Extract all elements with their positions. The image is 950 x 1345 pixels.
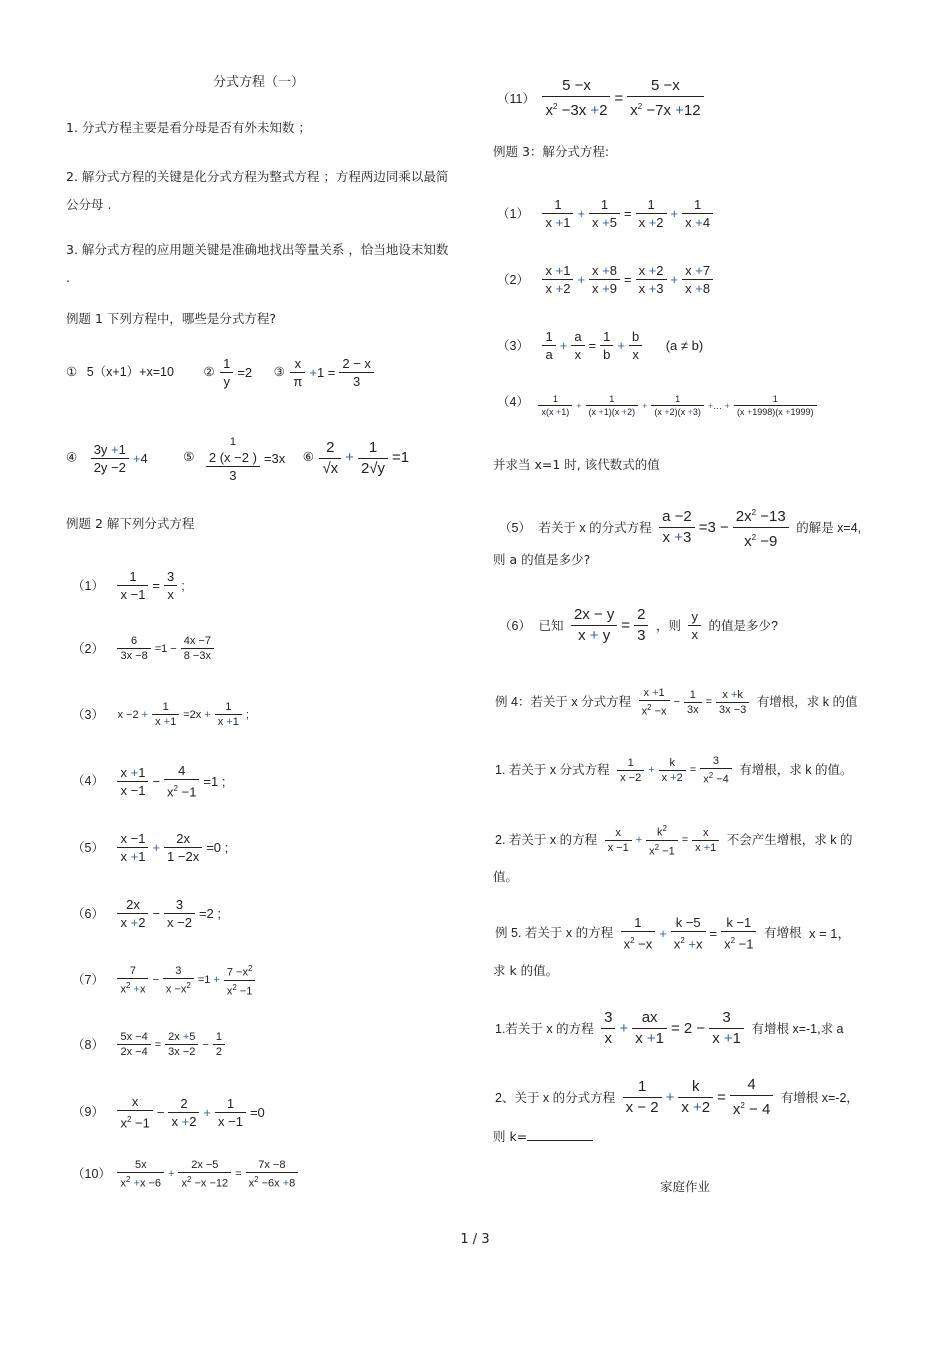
ex4-s1-text-a: 1. 若关于 x 分式方程 — [495, 763, 610, 778]
fraction: $\frac{b}{x}$ — [629, 328, 642, 363]
example4-sub1: 1. 若关于 x 分式方程 $\frac{1}{x -2}$ + $\frac{k}{x +2}$ = $\frac{3}{x^2 -4}$ 有增根，求 k 的值。 — [495, 755, 853, 786]
ex2-eq10: （10） $\frac{5x}{x^2 +x -6}$ + $\frac{2x -5}{x^2 -x -12}$ = $\frac{7x -8}{x^2 -6x +8}$ — [72, 1158, 300, 1191]
fraction: $\frac{4x -7}{8 -3x}$ — [181, 634, 214, 663]
fraction: $\frac{1}{x - 2}$ — [623, 1077, 662, 1118]
fraction: $\frac{5x -4}{2x -4}$ — [117, 1030, 150, 1059]
example1-row1: ① 5（x+1）+x=10 ② $\frac{1}{y}$ =2 ③ $\frac{x}{\pi}$ +1 = $\frac{2 - x}{3}$ — [66, 355, 376, 390]
eq-label: （1） — [72, 578, 104, 593]
ex5-text-a: 例 5. 若关于 x 的方程 — [495, 926, 614, 941]
ex5-s2-text-a: 2、关于 x 的分式方程 — [495, 1090, 616, 1105]
fraction: $\frac{1}{x^2 -x}$ — [621, 914, 656, 952]
fraction: $\frac{1}{x -2}$ — [617, 756, 644, 785]
page-number: 1 / 3 — [460, 1232, 490, 1247]
fraction: $\frac{1}{3x}$ — [684, 688, 702, 717]
ex4-s2-text-b: 不会产生增根，求 k 的 — [726, 833, 853, 848]
fraction: $\frac{3}{x}$ — [601, 1008, 615, 1049]
eq-label: （5） — [499, 520, 531, 535]
fraction: $\frac{1}{x +1}$ — [542, 196, 573, 231]
homework-title: 家庭作业 — [660, 1179, 711, 1194]
fraction: $\frac{2x +5}{3x -2}$ — [165, 1030, 198, 1059]
fraction: $\frac{a}{x}$ — [571, 328, 584, 363]
fraction: $\frac{7x -8}{x^2 -6x +8}$ — [246, 1158, 299, 1191]
ex5-s2-answer — [493, 1128, 593, 1146]
fraction: $\frac{5 -x}{x^2 -7x +12}$ — [627, 76, 703, 121]
fraction: $\frac{1}{x +4}$ — [682, 196, 713, 231]
fraction: $\frac{x}{x -1}$ — [605, 826, 632, 855]
fraction: $\frac{5x}{x^2 +x -6}$ — [117, 1158, 164, 1191]
ex2-eq8: （8） $\frac{5x -4}{2x -4}$ = $\frac{2x +5}{3x -2}$ − $\frac{1}{2}$ — [72, 1030, 227, 1059]
fraction: $\frac{1}{a}$ — [542, 328, 555, 363]
fraction: $\frac{y}{x}$ — [688, 608, 701, 643]
fraction: $\frac{1}{x +2}$ — [636, 196, 667, 231]
eq-label: （2） — [72, 641, 104, 656]
ex5-text-b: 有增根 — [763, 926, 802, 941]
ex4-s2-text-c: 值。 — [493, 869, 519, 884]
example4-sub2: 2. 若关于 x 的方程 $\frac{x}{x -1}$ + $\frac{k^2}{x^2 -1}$ = $\frac{x}{x +1}$ 不会产生增根，求 k 的 — [495, 824, 853, 858]
ex3-eq2: （2） $\frac{x +1}{x +2}$ + $\frac{x +8}{x +9}$ = $\frac{x +2}{x +3}$ + $\frac{x +7}{x +8}$ — [497, 262, 715, 297]
ex5-s1-text-b: 有增根 x=-1,求 a — [751, 1021, 844, 1036]
fraction: $\frac{3}{x}$ — [164, 568, 177, 603]
fraction: $\frac{a -2}{x +3}$ — [659, 507, 695, 548]
ex3-q6: （6） 已知 $\frac{2x - y}{x + y}$ = $\frac{2}{3}$ ，则 $\frac{y}{x}$ 的值是多少? — [499, 606, 778, 644]
ex2-eq2: （2） $\frac{6}{3x -8}$ =1 − $\frac{4x -7}{8 -3x}$ — [72, 634, 216, 663]
ex5-text-c: x = 1， — [808, 925, 851, 941]
fraction: $\frac{x +8}{x +9}$ — [589, 262, 620, 297]
ex2-eq9: （9） $\frac{x}{x^2 -1}$ − $\frac{2}{x +2}$ + $\frac{1}{x -1}$ =0 — [72, 1094, 265, 1131]
ex2-eq5: （5） $\frac{x -1}{x +1}$ + $\frac{2x}{1 -2x}$ =0 ; — [72, 831, 229, 864]
fraction: $\frac{x +1}{x^2 -x}$ — [639, 686, 670, 719]
intro-point-1: 1. 分式方程主要是看分母是否有外未知数 ； — [66, 120, 311, 135]
fraction: $\frac{2 - x}{3}$ — [339, 355, 374, 390]
ex4-s1-text-b: 有增根，求 k 的值。 — [739, 763, 853, 778]
fraction: $\frac{k}{x +2}$ — [659, 756, 686, 785]
fraction: $\frac{1}{2√y}$ — [358, 438, 388, 479]
ex3-eq4-followup: 并求当 x=1 时, 该代数式的值 — [493, 457, 660, 472]
ex2-eq6: （6） $\frac{2x}{x +2}$ − $\frac{3}{x -2}$ =2 ; — [72, 897, 222, 930]
condition: (a ≠ b) — [665, 338, 704, 353]
eq-label: （6） — [499, 618, 531, 633]
eq-label: （4） — [72, 774, 104, 789]
ex5-text-d: 求 k 的值。 — [493, 963, 559, 978]
fraction: $\frac{x +7}{x +8}$ — [682, 262, 713, 297]
ex3-q5-text-c: 则 a 的值是多少? — [493, 552, 591, 567]
q6-text-c: 的值是多少? — [708, 618, 778, 633]
fraction: $\frac{1}{x -1}$ — [117, 568, 148, 603]
q6-text-b: ，则 — [655, 618, 681, 633]
eq-label: （7） — [72, 973, 104, 988]
fraction: $\frac{6}{3x -8}$ — [117, 634, 150, 663]
fraction: $\frac{1}{x(x +1)}$ — [538, 393, 572, 418]
example5-main: 例 5. 若关于 x 的方程 $\frac{1}{x^2 -x}$ + $\frac{k -5}{x^2 +x}$ = $\frac{k -1}{x^2 -1}$ 有增根 x = 1， — [495, 915, 851, 952]
fraction: $\frac{1}{x +1}$ — [215, 700, 242, 729]
example1-row2: ④ $\frac{3y +1}{2y -2}$ +4 ⑤ 1 2 (x −2 ) 3 =3x ⑥ $\frac{2}{√x}$ + $\frac{1}{2√y}$ =1 — [66, 432, 411, 484]
example5-sub1: 1.若关于 x 的方程 $\frac{3}{x}$ + $\frac{ax}{x +1}$ = 2 − $\frac{3}{x +1}$ 有增根 x=-1,求 a — [495, 1009, 844, 1047]
eq-label: （2） — [497, 272, 529, 287]
eq-label: （1） — [497, 206, 529, 221]
circle-6: ⑥ — [302, 450, 314, 465]
fraction: $\frac{1}{b}$ — [600, 328, 613, 363]
example4-main: 例 4：若关于 x 分式方程 $\frac{x +1}{x^2 -x}$ − $\frac{1}{3x}$ = $\frac{x +k}{3x -3}$ 有增根，求 k 的值 — [495, 687, 858, 718]
ex5-s2-text-c: 则 k= — [493, 1129, 528, 1144]
fraction: $\frac{1}{(x +2)(x +3)}$ — [651, 393, 704, 418]
ex2-eq7: （7） $\frac{7}{x^2 +x}$ − $\frac{3}{x -x^2}$ =1 + $\frac{7 -x^2}{x^2 -1}$ — [72, 962, 257, 998]
fraction: $\frac{2}{x +2}$ — [168, 1095, 199, 1130]
ex4-s2-text-a: 2. 若关于 x 的方程 — [495, 833, 598, 848]
fraction: $\frac{3}{x -x^2}$ — [163, 964, 194, 997]
fraction: $\frac{7 -x^2}{x^2 -1}$ — [224, 962, 256, 998]
ex3-eq3: （3） $\frac{1}{a}$ + $\frac{a}{x}$ = $\frac{1}{b}$ + $\frac{b}{x}$ (a ≠ b) — [497, 329, 704, 362]
eq-label: （11） — [497, 91, 535, 106]
eq-label: （3） — [497, 338, 529, 353]
equation-1: 5（x+1）+x=10 — [86, 364, 174, 379]
ex2-eq1: （1） $\frac{1}{x -1}$ = $\frac{3}{x}$ ; — [72, 569, 185, 602]
fraction: $\frac{x}{x^2 -1}$ — [117, 1093, 152, 1131]
fraction: $\frac{1}{2}$ — [213, 1030, 225, 1059]
ex2-eq11: （11） $\frac{5 -x}{x^2 -3x +2}$ = $\frac{5 -x}{x^2 -7x +12}$ — [497, 76, 706, 121]
fraction: $\frac{x +1}{x -1}$ — [117, 764, 148, 799]
ex3-eq4: （4） $\frac{1}{x(x +1)}$ + $\frac{1}{(x +1)(x +2)}$ + $\frac{1}{(x +2)(x +3)}$ +… + $\frac{1}{(x +1998)(x +1999)}$ — [497, 393, 819, 418]
fraction: $\frac{1}{x +1}$ — [152, 700, 179, 729]
q5-text-a: 若关于 x 的分式方程 — [538, 520, 652, 535]
intro-point-2: 2. 解分式方程的关键是化分式方程为整式方程 ；方程两边同乘以最简公分母 . — [66, 169, 449, 212]
eq-label: （9） — [72, 1105, 104, 1120]
fraction: $\frac{3}{x -2}$ — [164, 896, 195, 931]
ex5-s1-text-a: 1.若关于 x 的方程 — [495, 1021, 594, 1036]
circle-2: ② — [203, 364, 215, 379]
ex4-text-a: 例 4：若关于 x 分式方程 — [495, 695, 632, 710]
fraction: $\frac{k -1}{x^2 -1}$ — [721, 914, 756, 952]
example1-title: 例题 1 下列方程中，哪些是分式方程? — [66, 311, 277, 326]
ex2-eq3: （3） x −2 + $\frac{1}{x +1}$ =2x + $\frac{1}{x +1}$ ; — [72, 701, 249, 728]
example3-title: 例题 3：解分式方程: — [493, 144, 610, 159]
eq-label: （8） — [72, 1037, 104, 1052]
fraction: $\frac{x +k}{3x -3}$ — [716, 688, 749, 717]
fraction: $\frac{k^2}{x^2 -1}$ — [646, 822, 678, 858]
eq-label: （6） — [72, 906, 104, 921]
fraction: $\frac{5 -x}{x^2 -3x +2}$ — [542, 76, 610, 121]
ex2-eq4: （4） $\frac{x +1}{x -1}$ − $\frac{4}{x^2 -1}$ =1 ; — [72, 763, 226, 800]
ex4-text-b: 有增根，求 k 的值 — [756, 695, 858, 710]
circle-1: ① — [66, 364, 78, 379]
fraction: $\frac{4}{x^2 - 4}$ — [730, 1075, 773, 1120]
fraction: $\frac{2x}{x +2}$ — [117, 896, 148, 931]
answer-blank[interactable] — [527, 1140, 593, 1141]
fraction: $\frac{2x -5}{x^2 -x -12}$ — [178, 1158, 231, 1191]
fraction: $\frac{3}{x^2 -4}$ — [700, 754, 732, 787]
fraction: $\frac{4}{x^2 -1}$ — [164, 762, 199, 800]
fraction: $\frac{3y +1}{2y -2}$ — [91, 441, 129, 476]
fraction: $\frac{x}{x +1}$ — [692, 826, 719, 855]
fraction: $\frac{k}{x +2}$ — [678, 1077, 713, 1118]
eq-label: （3） — [72, 707, 104, 722]
fraction: $\frac{1}{y}$ — [220, 355, 233, 390]
intro-point-3: 3. 解分式方程的应用题关键是准确地找出等量关系 ，恰当地设末知数 . — [66, 242, 449, 285]
eq-label: （5） — [72, 840, 104, 855]
q6-text-a: 已知 — [538, 618, 564, 633]
fraction: $\frac{2x^2 -13}{x^2 -9}$ — [733, 503, 789, 552]
q5-text-b: 的解是 x=4, — [796, 520, 862, 535]
ex3-eq1: （1） $\frac{1}{x +1}$ + $\frac{1}{x +5}$ = $\frac{1}{x +2}$ + $\frac{1}{x +4}$ — [497, 196, 715, 231]
circle-5: ⑤ — [183, 450, 195, 465]
fraction: $\frac{7}{x^2 +x}$ — [117, 964, 148, 997]
fraction: $\frac{1}{(x +1998)(x +1999)}$ — [734, 393, 817, 418]
fraction: $\frac{2x - y}{x + y}$ — [571, 605, 617, 646]
fraction: $\frac{2}{√x}$ — [319, 438, 341, 479]
fraction: $\frac{3}{x +1}$ — [709, 1008, 744, 1049]
fraction: $\frac{1}{x -1}$ — [215, 1095, 246, 1130]
fraction: $\frac{x -1}{x +1}$ — [117, 830, 148, 865]
fraction: $\frac{x +2}{x +3}$ — [636, 262, 667, 297]
circle-4: ④ — [66, 450, 78, 465]
fraction: $\frac{1}{x +5}$ — [589, 196, 620, 231]
example5-sub2: 2、关于 x 的分式方程 $\frac{1}{x - 2}$ + $\frac{k}{x +2}$ = $\frac{4}{x^2 - 4}$ 有增根 x=-2， — [495, 1076, 859, 1118]
fraction: $\frac{ax}{x +1}$ — [632, 1008, 667, 1049]
page-title: 分式方程（一） — [213, 75, 305, 90]
fraction: $\frac{x}{\pi}$ — [290, 355, 305, 390]
fraction: $\frac{2}{3}$ — [634, 605, 648, 646]
eq-label: （4） — [497, 395, 529, 409]
fraction: $\frac{k -5}{x^2 +x}$ — [671, 914, 706, 952]
fraction: $\frac{1}{(x +1)(x +2)}$ — [586, 393, 639, 418]
circle-3: ③ — [273, 364, 285, 379]
eq-label: （10） — [72, 1167, 111, 1182]
fraction: 1 2 (x −2 ) 3 — [206, 432, 260, 484]
fraction: $\frac{2x}{1 -2x}$ — [164, 830, 202, 865]
ex5-s2-text-b: 有增根 x=-2， — [780, 1090, 859, 1105]
fraction: $\frac{x +1}{x +2}$ — [542, 262, 573, 297]
example2-title: 例题 2 解下列分式方程 — [66, 516, 195, 531]
ex3-q5: （5） 若关于 x 的分式方程 $\frac{a -2}{x +3}$ =3 − $\frac{2x^2 -13}{x^2 -9}$ 的解是 x=4, — [497, 503, 863, 552]
